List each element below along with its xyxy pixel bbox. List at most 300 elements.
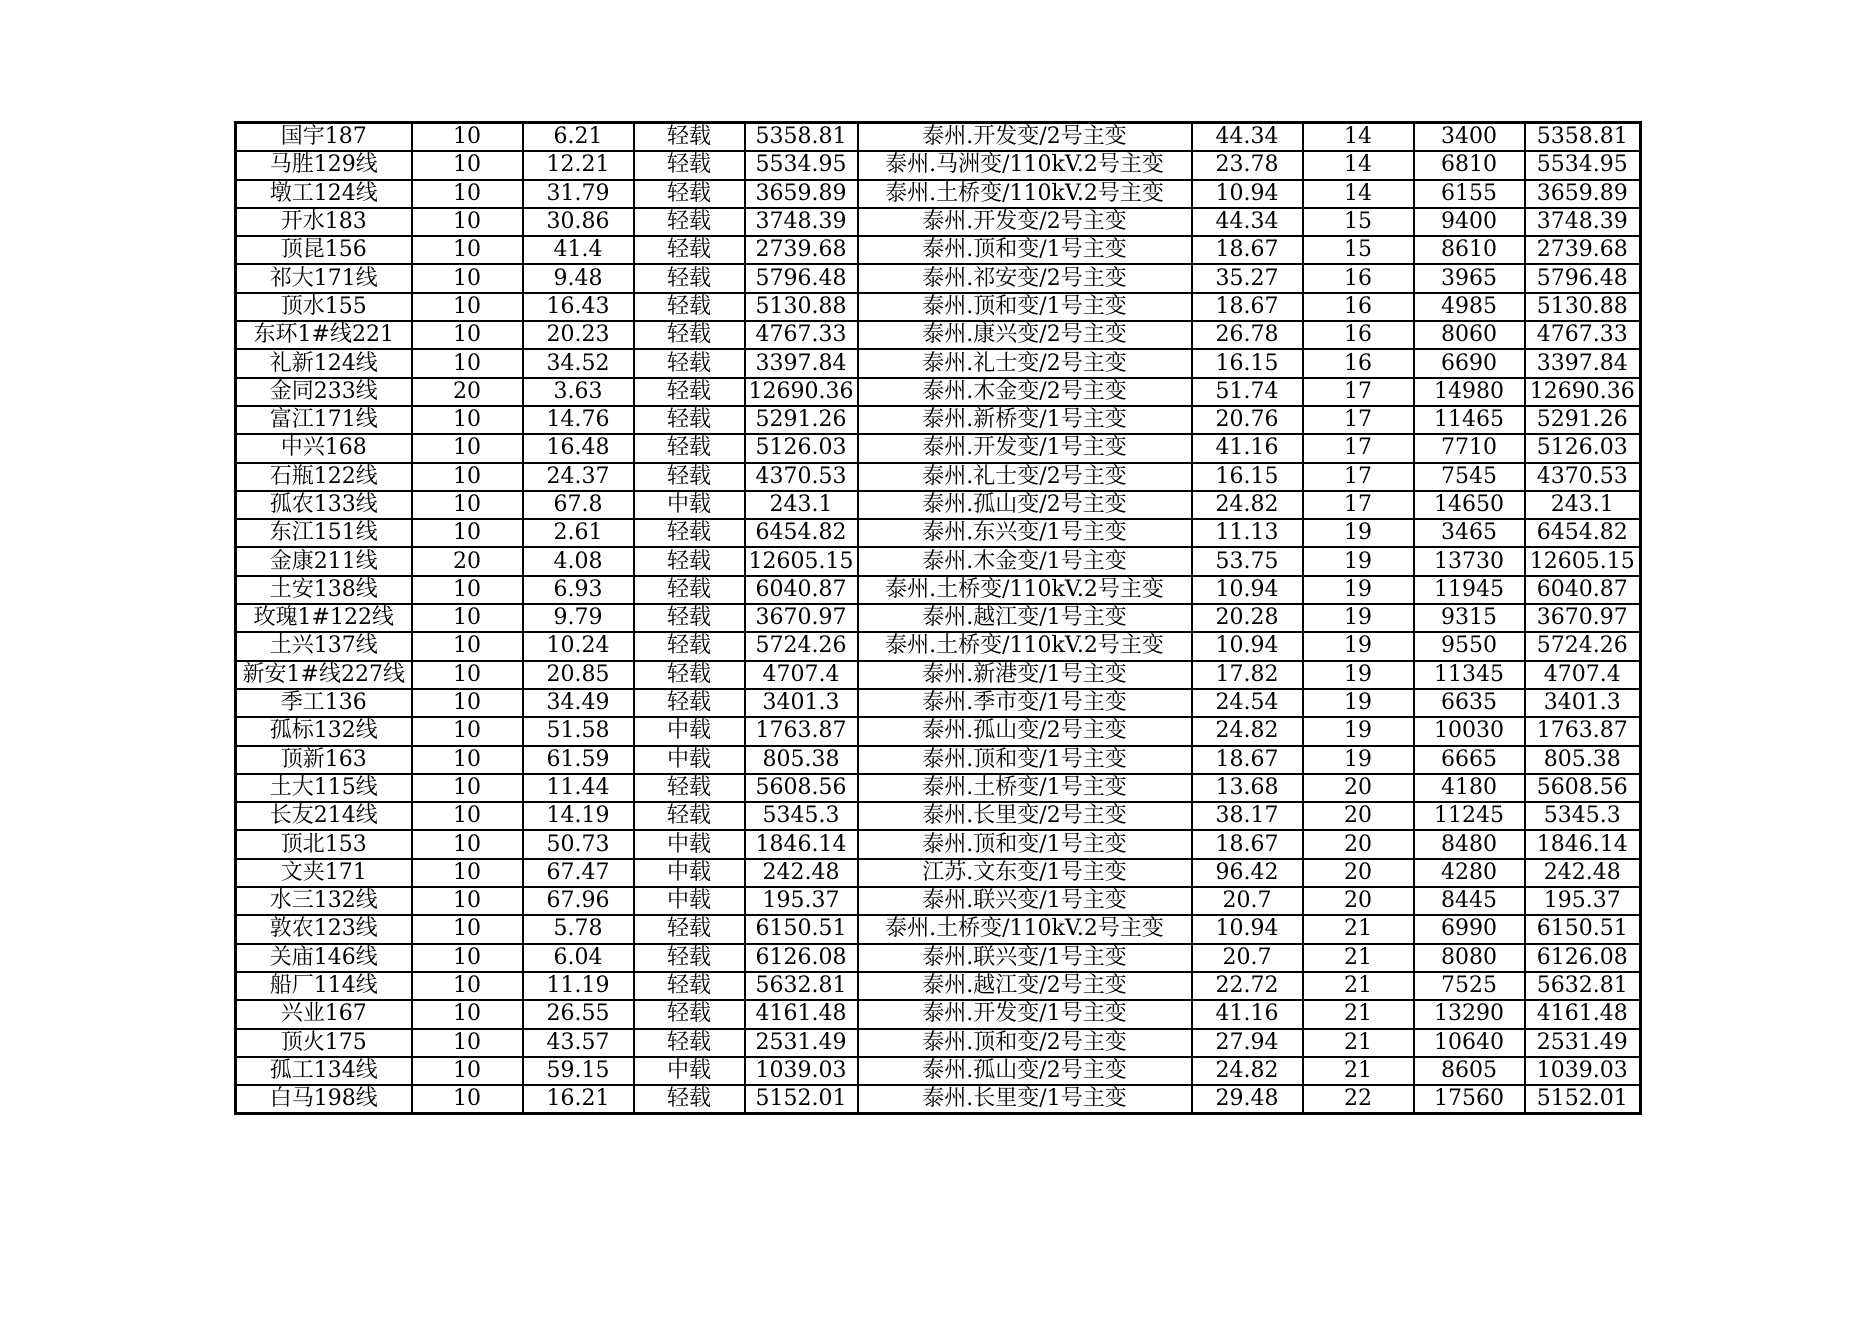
table-row (236, 463, 1641, 491)
cell-value-e: 8060 (1414, 321, 1525, 349)
cell-load-status: 轻载 (634, 236, 745, 264)
cell-value-b: 2531.49 (745, 1029, 858, 1057)
cell-line-name: 孤工134线 (236, 1057, 412, 1085)
cell-voltage: 20 (412, 378, 523, 406)
cell-value-a: 9.79 (523, 604, 634, 632)
cell-value-b: 4767.33 (745, 321, 858, 349)
table-row (236, 1029, 1641, 1057)
cell-substation: 江苏.文东变/1号主变 (858, 859, 1192, 887)
cell-line-name: 石瓶122线 (236, 463, 412, 491)
cell-value-c: 13.68 (1192, 774, 1303, 802)
cell-value-c: 20.28 (1192, 604, 1303, 632)
cell-value-b: 1763.87 (745, 717, 858, 745)
cell-value-a: 30.86 (523, 208, 634, 236)
table-row (236, 519, 1641, 547)
cell-value-c: 18.67 (1192, 236, 1303, 264)
cell-value-a: 41.4 (523, 236, 634, 264)
cell-value-f: 6040.87 (1525, 576, 1641, 604)
cell-value-b: 5632.81 (745, 972, 858, 1000)
cell-load-status: 轻载 (634, 972, 745, 1000)
cell-substation: 泰州.开发变/1号主变 (858, 1000, 1192, 1028)
cell-value-b: 12605.15 (745, 547, 858, 575)
cell-load-status: 轻载 (634, 180, 745, 208)
cell-line-name: 玫瑰1#122线 (236, 604, 412, 632)
cell-load-status: 中载 (634, 491, 745, 519)
cell-value-f: 3397.84 (1525, 349, 1641, 377)
cell-value-e: 8480 (1414, 830, 1525, 858)
cell-load-status: 轻载 (634, 944, 745, 972)
cell-load-status: 轻载 (634, 689, 745, 717)
cell-substation: 泰州.季市变/1号主变 (858, 689, 1192, 717)
cell-value-f: 1846.14 (1525, 830, 1641, 858)
cell-value-e: 8610 (1414, 236, 1525, 264)
table-row (236, 1085, 1641, 1114)
cell-load-status: 轻载 (634, 264, 745, 292)
cell-line-name: 土大115线 (236, 774, 412, 802)
cell-substation: 泰州.木金变/1号主变 (858, 547, 1192, 575)
table-row (236, 944, 1641, 972)
cell-load-status: 中载 (634, 1057, 745, 1085)
cell-value-d: 19 (1303, 717, 1414, 745)
table-row (236, 915, 1641, 943)
cell-load-status: 轻载 (634, 519, 745, 547)
cell-substation: 泰州.孤山变/2号主变 (858, 717, 1192, 745)
cell-value-d: 20 (1303, 802, 1414, 830)
cell-line-name: 文夹171 (236, 859, 412, 887)
cell-value-c: 22.72 (1192, 972, 1303, 1000)
cell-value-a: 26.55 (523, 1000, 634, 1028)
cell-voltage: 20 (412, 547, 523, 575)
cell-value-d: 19 (1303, 576, 1414, 604)
cell-value-a: 16.43 (523, 293, 634, 321)
cell-voltage: 10 (412, 632, 523, 660)
cell-value-c: 16.15 (1192, 349, 1303, 377)
cell-value-a: 14.76 (523, 406, 634, 434)
cell-substation: 泰州.孤山变/2号主变 (858, 491, 1192, 519)
cell-value-d: 19 (1303, 632, 1414, 660)
cell-voltage: 10 (412, 519, 523, 547)
cell-substation: 泰州.长里变/1号主变 (858, 1085, 1192, 1114)
table-row (236, 717, 1641, 745)
cell-voltage: 10 (412, 434, 523, 462)
cell-voltage: 10 (412, 321, 523, 349)
cell-substation: 泰州.顶和变/1号主变 (858, 293, 1192, 321)
cell-load-status: 轻载 (634, 661, 745, 689)
cell-value-a: 11.19 (523, 972, 634, 1000)
cell-voltage: 10 (412, 264, 523, 292)
cell-substation: 泰州.顶和变/1号主变 (858, 830, 1192, 858)
cell-value-f: 5152.01 (1525, 1085, 1641, 1114)
cell-value-b: 243.1 (745, 491, 858, 519)
cell-line-name: 土安138线 (236, 576, 412, 604)
cell-value-c: 20.7 (1192, 944, 1303, 972)
cell-load-status: 轻载 (634, 915, 745, 943)
cell-value-a: 50.73 (523, 830, 634, 858)
cell-value-c: 17.82 (1192, 661, 1303, 689)
cell-value-d: 20 (1303, 830, 1414, 858)
cell-voltage: 10 (412, 406, 523, 434)
table-row (236, 236, 1641, 264)
cell-value-b: 6150.51 (745, 915, 858, 943)
table-row (236, 123, 1641, 152)
cell-value-b: 3397.84 (745, 349, 858, 377)
cell-substation: 泰州.长里变/2号主变 (858, 802, 1192, 830)
cell-value-c: 53.75 (1192, 547, 1303, 575)
table-row (236, 1057, 1641, 1085)
cell-value-d: 19 (1303, 547, 1414, 575)
table-row (236, 547, 1641, 575)
cell-value-e: 4985 (1414, 293, 1525, 321)
cell-value-f: 805.38 (1525, 746, 1641, 774)
cell-value-d: 20 (1303, 887, 1414, 915)
cell-line-name: 马胜129线 (236, 151, 412, 179)
cell-substation: 泰州.顶和变/1号主变 (858, 746, 1192, 774)
cell-value-e: 8080 (1414, 944, 1525, 972)
cell-substation: 泰州.土桥变/110kV.2号主变 (858, 576, 1192, 604)
cell-value-e: 7525 (1414, 972, 1525, 1000)
cell-substation: 泰州.新桥变/1号主变 (858, 406, 1192, 434)
table-row (236, 887, 1641, 915)
cell-substation: 泰州.土桥变/110kV.2号主变 (858, 180, 1192, 208)
cell-value-b: 5345.3 (745, 802, 858, 830)
table-row (236, 434, 1641, 462)
cell-value-b: 5608.56 (745, 774, 858, 802)
cell-substation: 泰州.马洲变/110kV.2号主变 (858, 151, 1192, 179)
cell-value-c: 20.76 (1192, 406, 1303, 434)
cell-value-e: 3465 (1414, 519, 1525, 547)
cell-value-a: 5.78 (523, 915, 634, 943)
cell-value-d: 21 (1303, 1029, 1414, 1057)
cell-value-c: 38.17 (1192, 802, 1303, 830)
cell-value-f: 5724.26 (1525, 632, 1641, 660)
cell-value-f: 6454.82 (1525, 519, 1641, 547)
cell-load-status: 轻载 (634, 349, 745, 377)
cell-voltage: 10 (412, 293, 523, 321)
cell-substation: 泰州.开发变/2号主变 (858, 123, 1192, 152)
cell-value-d: 16 (1303, 264, 1414, 292)
cell-voltage: 10 (412, 604, 523, 632)
cell-value-b: 12690.36 (745, 378, 858, 406)
cell-value-f: 5534.95 (1525, 151, 1641, 179)
cell-voltage: 10 (412, 802, 523, 830)
cell-value-d: 21 (1303, 1000, 1414, 1028)
cell-value-b: 5796.48 (745, 264, 858, 292)
table-row (236, 802, 1641, 830)
cell-substation: 泰州.开发变/2号主变 (858, 208, 1192, 236)
cell-value-b: 3401.3 (745, 689, 858, 717)
cell-voltage: 10 (412, 887, 523, 915)
cell-value-c: 27.94 (1192, 1029, 1303, 1057)
cell-line-name: 季工136 (236, 689, 412, 717)
cell-value-d: 16 (1303, 321, 1414, 349)
cell-value-e: 6990 (1414, 915, 1525, 943)
cell-value-e: 9400 (1414, 208, 1525, 236)
cell-voltage: 10 (412, 349, 523, 377)
cell-value-c: 10.94 (1192, 915, 1303, 943)
cell-value-c: 26.78 (1192, 321, 1303, 349)
cell-value-f: 5358.81 (1525, 123, 1641, 152)
cell-value-d: 16 (1303, 349, 1414, 377)
cell-line-name: 国宇187 (236, 123, 412, 152)
cell-value-b: 3659.89 (745, 180, 858, 208)
cell-voltage: 10 (412, 689, 523, 717)
cell-value-c: 24.54 (1192, 689, 1303, 717)
cell-value-d: 17 (1303, 434, 1414, 462)
table-row (236, 661, 1641, 689)
cell-value-f: 12605.15 (1525, 547, 1641, 575)
cell-value-e: 6690 (1414, 349, 1525, 377)
cell-value-b: 1846.14 (745, 830, 858, 858)
cell-line-name: 新安1#线227线 (236, 661, 412, 689)
cell-load-status: 轻载 (634, 151, 745, 179)
cell-value-f: 1763.87 (1525, 717, 1641, 745)
cell-substation: 泰州.开发变/1号主变 (858, 434, 1192, 462)
cell-value-c: 11.13 (1192, 519, 1303, 547)
cell-voltage: 10 (412, 208, 523, 236)
cell-line-name: 东江151线 (236, 519, 412, 547)
cell-value-d: 21 (1303, 915, 1414, 943)
cell-value-b: 6454.82 (745, 519, 858, 547)
cell-value-a: 6.04 (523, 944, 634, 972)
cell-value-e: 4180 (1414, 774, 1525, 802)
cell-value-d: 17 (1303, 463, 1414, 491)
cell-line-name: 土兴137线 (236, 632, 412, 660)
table-body (236, 123, 1641, 1114)
cell-value-a: 67.47 (523, 859, 634, 887)
cell-value-f: 5126.03 (1525, 434, 1641, 462)
cell-load-status: 中载 (634, 746, 745, 774)
cell-value-f: 243.1 (1525, 491, 1641, 519)
cell-value-a: 16.21 (523, 1085, 634, 1114)
table-row (236, 689, 1641, 717)
cell-value-b: 5724.26 (745, 632, 858, 660)
cell-value-c: 20.7 (1192, 887, 1303, 915)
cell-value-f: 5130.88 (1525, 293, 1641, 321)
cell-load-status: 中载 (634, 717, 745, 745)
cell-voltage: 10 (412, 944, 523, 972)
cell-value-a: 43.57 (523, 1029, 634, 1057)
cell-substation: 泰州.越江变/2号主变 (858, 972, 1192, 1000)
cell-voltage: 10 (412, 180, 523, 208)
cell-voltage: 10 (412, 576, 523, 604)
cell-load-status: 中载 (634, 859, 745, 887)
cell-value-c: 41.16 (1192, 434, 1303, 462)
cell-value-c: 18.67 (1192, 746, 1303, 774)
cell-voltage: 10 (412, 717, 523, 745)
cell-voltage: 10 (412, 1029, 523, 1057)
cell-line-name: 孤农133线 (236, 491, 412, 519)
cell-load-status: 中载 (634, 887, 745, 915)
cell-value-a: 9.48 (523, 264, 634, 292)
cell-value-d: 14 (1303, 123, 1414, 152)
cell-value-d: 17 (1303, 406, 1414, 434)
cell-load-status: 轻载 (634, 604, 745, 632)
cell-value-e: 9315 (1414, 604, 1525, 632)
cell-load-status: 轻载 (634, 632, 745, 660)
cell-value-e: 11245 (1414, 802, 1525, 830)
cell-value-a: 34.52 (523, 349, 634, 377)
cell-voltage: 10 (412, 1085, 523, 1114)
cell-substation: 泰州.土桥变/110kV.2号主变 (858, 632, 1192, 660)
cell-substation: 泰州.东兴变/1号主变 (858, 519, 1192, 547)
cell-value-e: 6635 (1414, 689, 1525, 717)
cell-line-name: 墩工124线 (236, 180, 412, 208)
cell-value-b: 5126.03 (745, 434, 858, 462)
cell-load-status: 中载 (634, 830, 745, 858)
cell-substation: 泰州.土桥变/110kV.2号主变 (858, 915, 1192, 943)
cell-value-f: 5632.81 (1525, 972, 1641, 1000)
cell-voltage: 10 (412, 491, 523, 519)
cell-substation: 泰州.越江变/1号主变 (858, 604, 1192, 632)
cell-value-a: 3.63 (523, 378, 634, 406)
cell-value-e: 7710 (1414, 434, 1525, 462)
table-row (236, 349, 1641, 377)
cell-line-name: 兴业167 (236, 1000, 412, 1028)
cell-value-e: 13730 (1414, 547, 1525, 575)
cell-value-e: 10030 (1414, 717, 1525, 745)
cell-value-c: 10.94 (1192, 180, 1303, 208)
cell-value-d: 15 (1303, 208, 1414, 236)
cell-value-f: 2531.49 (1525, 1029, 1641, 1057)
cell-value-b: 6126.08 (745, 944, 858, 972)
cell-value-e: 17560 (1414, 1085, 1525, 1114)
cell-voltage: 10 (412, 830, 523, 858)
cell-value-e: 6810 (1414, 151, 1525, 179)
cell-load-status: 轻载 (634, 208, 745, 236)
table-row (236, 859, 1641, 887)
cell-value-c: 10.94 (1192, 576, 1303, 604)
cell-load-status: 轻载 (634, 1085, 745, 1114)
cell-value-d: 20 (1303, 774, 1414, 802)
table-row (236, 774, 1641, 802)
cell-line-name: 白马198线 (236, 1085, 412, 1114)
cell-value-f: 3670.97 (1525, 604, 1641, 632)
cell-value-d: 17 (1303, 491, 1414, 519)
cell-value-f: 3659.89 (1525, 180, 1641, 208)
cell-line-name: 开水183 (236, 208, 412, 236)
table-row (236, 321, 1641, 349)
cell-value-a: 31.79 (523, 180, 634, 208)
cell-voltage: 10 (412, 661, 523, 689)
cell-value-a: 4.08 (523, 547, 634, 575)
cell-value-d: 14 (1303, 151, 1414, 179)
cell-value-b: 4707.4 (745, 661, 858, 689)
cell-value-a: 20.23 (523, 321, 634, 349)
cell-voltage: 10 (412, 746, 523, 774)
cell-load-status: 轻载 (634, 576, 745, 604)
cell-load-status: 轻载 (634, 123, 745, 152)
cell-value-f: 4161.48 (1525, 1000, 1641, 1028)
cell-value-a: 67.8 (523, 491, 634, 519)
cell-substation: 泰州.联兴变/1号主变 (858, 887, 1192, 915)
cell-value-f: 1039.03 (1525, 1057, 1641, 1085)
cell-load-status: 轻载 (634, 434, 745, 462)
cell-voltage: 10 (412, 1057, 523, 1085)
cell-substation: 泰州.新港变/1号主变 (858, 661, 1192, 689)
cell-value-a: 61.59 (523, 746, 634, 774)
table-row (236, 180, 1641, 208)
cell-value-e: 4280 (1414, 859, 1525, 887)
cell-line-name: 关庙146线 (236, 944, 412, 972)
cell-value-f: 5291.26 (1525, 406, 1641, 434)
table-row (236, 208, 1641, 236)
cell-value-a: 11.44 (523, 774, 634, 802)
cell-value-d: 21 (1303, 944, 1414, 972)
cell-value-b: 6040.87 (745, 576, 858, 604)
cell-line-name: 顶昆156 (236, 236, 412, 264)
cell-value-e: 10640 (1414, 1029, 1525, 1057)
cell-value-c: 24.82 (1192, 491, 1303, 519)
cell-load-status: 轻载 (634, 321, 745, 349)
cell-value-a: 20.85 (523, 661, 634, 689)
cell-voltage: 10 (412, 915, 523, 943)
cell-load-status: 轻载 (634, 378, 745, 406)
cell-value-c: 16.15 (1192, 463, 1303, 491)
cell-value-e: 8445 (1414, 887, 1525, 915)
cell-value-c: 29.48 (1192, 1085, 1303, 1114)
cell-value-f: 3748.39 (1525, 208, 1641, 236)
cell-line-name: 敦农123线 (236, 915, 412, 943)
table-row (236, 604, 1641, 632)
cell-value-b: 4161.48 (745, 1000, 858, 1028)
cell-substation: 泰州.礼士变/2号主变 (858, 349, 1192, 377)
cell-value-c: 24.82 (1192, 1057, 1303, 1085)
cell-line-name: 礼新124线 (236, 349, 412, 377)
cell-load-status: 轻载 (634, 293, 745, 321)
cell-value-f: 6126.08 (1525, 944, 1641, 972)
cell-value-a: 6.21 (523, 123, 634, 152)
table-row (236, 264, 1641, 292)
cell-value-f: 12690.36 (1525, 378, 1641, 406)
cell-voltage: 10 (412, 859, 523, 887)
table-row (236, 1000, 1641, 1028)
cell-substation: 泰州.联兴变/1号主变 (858, 944, 1192, 972)
cell-value-b: 3670.97 (745, 604, 858, 632)
cell-value-c: 10.94 (1192, 632, 1303, 660)
cell-value-d: 16 (1303, 293, 1414, 321)
cell-value-d: 19 (1303, 519, 1414, 547)
cell-value-d: 20 (1303, 859, 1414, 887)
cell-value-b: 3748.39 (745, 208, 858, 236)
cell-value-b: 5534.95 (745, 151, 858, 179)
cell-value-c: 35.27 (1192, 264, 1303, 292)
cell-value-e: 3965 (1414, 264, 1525, 292)
cell-load-status: 轻载 (634, 1029, 745, 1057)
cell-value-f: 5608.56 (1525, 774, 1641, 802)
cell-value-b: 242.48 (745, 859, 858, 887)
cell-value-a: 16.48 (523, 434, 634, 462)
cell-value-f: 5345.3 (1525, 802, 1641, 830)
cell-value-e: 11345 (1414, 661, 1525, 689)
cell-line-name: 富江171线 (236, 406, 412, 434)
cell-value-a: 59.15 (523, 1057, 634, 1085)
cell-value-b: 195.37 (745, 887, 858, 915)
cell-value-c: 18.67 (1192, 830, 1303, 858)
cell-value-f: 4707.4 (1525, 661, 1641, 689)
cell-value-f: 242.48 (1525, 859, 1641, 887)
cell-value-d: 14 (1303, 180, 1414, 208)
cell-load-status: 轻载 (634, 802, 745, 830)
cell-value-e: 11945 (1414, 576, 1525, 604)
cell-value-b: 1039.03 (745, 1057, 858, 1085)
cell-value-a: 14.19 (523, 802, 634, 830)
cell-value-e: 3400 (1414, 123, 1525, 152)
table-row (236, 632, 1641, 660)
cell-value-c: 44.34 (1192, 208, 1303, 236)
cell-value-a: 2.61 (523, 519, 634, 547)
cell-load-status: 轻载 (634, 463, 745, 491)
data-table (234, 121, 1642, 1115)
